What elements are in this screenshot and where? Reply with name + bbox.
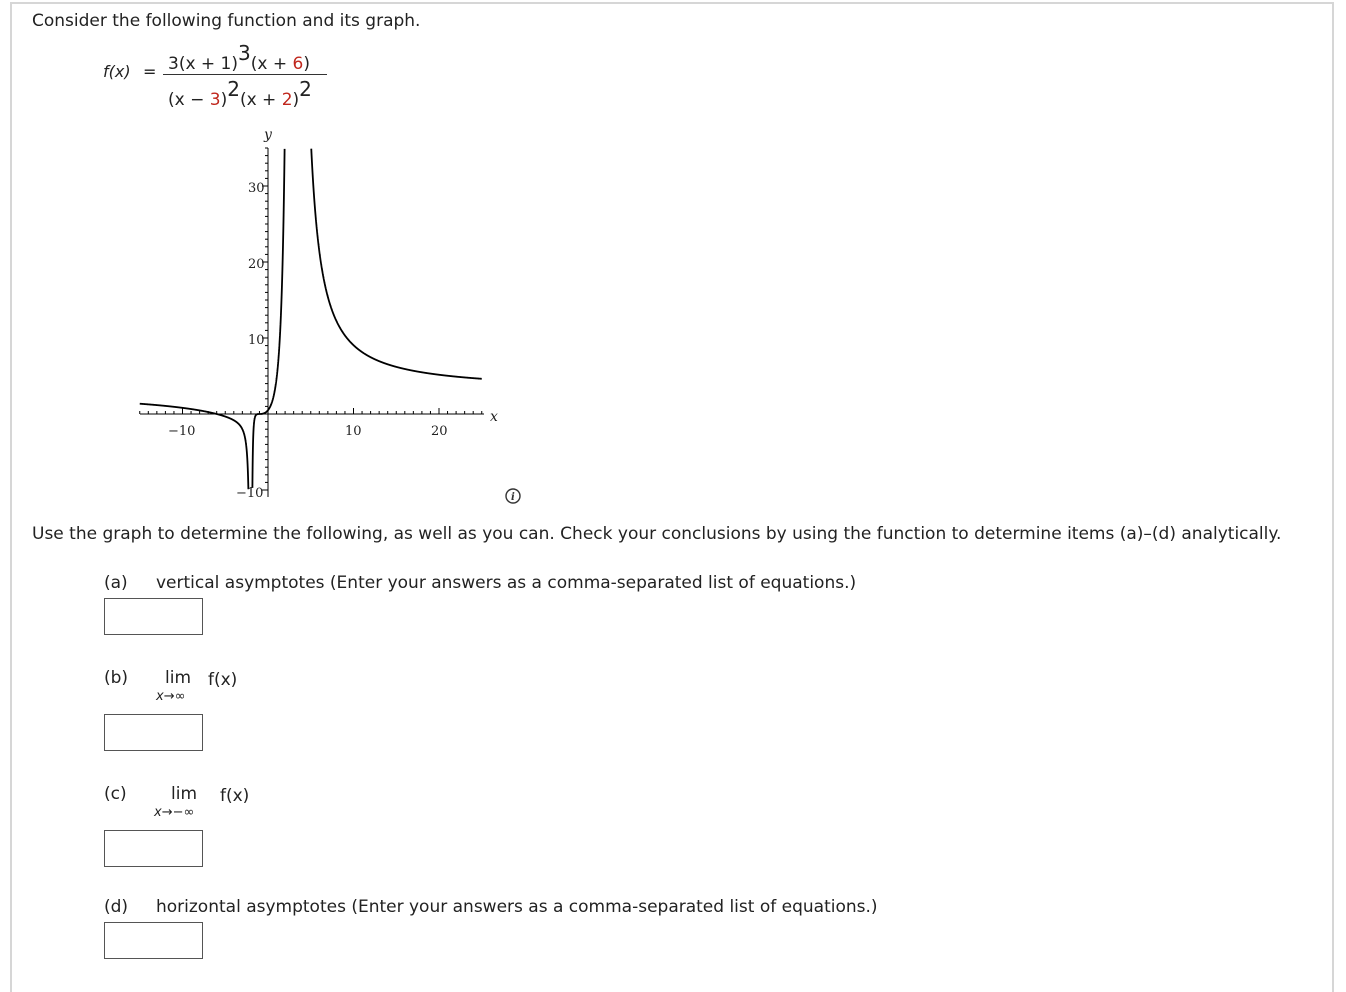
y-tick-label-30: 30	[248, 181, 265, 196]
item-c-label: (c)	[104, 784, 127, 804]
answer-c-input[interactable]	[104, 830, 203, 867]
x-axis-label: x	[490, 409, 498, 425]
intro-text: Consider the following function and its graph.	[32, 11, 421, 31]
item-a-label: (a)	[104, 573, 128, 593]
x-tick-label-10: 10	[345, 424, 362, 439]
graph-axes	[140, 148, 484, 497]
instructions-text: Use the graph to determine the following, as well as you can. Check your conclusions by using the function to determine items (a)–(d) analytically.	[32, 524, 1282, 544]
denominator: (x − 3)2(x + 2)2	[168, 77, 312, 110]
y-axis-label: y	[264, 127, 272, 143]
function-name: f(x)	[103, 62, 131, 81]
item-a-text: vertical asymptotes (Enter your answers as a comma-separated list of equations.)	[156, 573, 857, 593]
item-d-label: (d)	[104, 897, 129, 917]
item-b-function: f(x)	[208, 670, 238, 690]
info-icon[interactable]	[506, 489, 520, 503]
item-c-function: f(x)	[220, 786, 250, 806]
y-tick-label-20: 20	[248, 257, 265, 272]
answer-d-input[interactable]	[104, 922, 203, 959]
answer-b-input[interactable]	[104, 714, 203, 751]
numerator: 3(x + 1)3(x + 6)	[168, 41, 310, 74]
x-tick-label-neg10: −10	[168, 424, 196, 439]
item-b-lim: lim	[165, 668, 192, 688]
curve-right-branch	[311, 149, 481, 379]
equals-sign: =	[143, 62, 157, 81]
svg-text:i: i	[511, 492, 515, 503]
item-b-label: (b)	[104, 668, 129, 688]
y-tick-label-neg10: −10	[236, 486, 264, 501]
answer-a-input[interactable]	[104, 598, 203, 635]
item-c-lim-subscript: x→−∞	[154, 805, 195, 820]
curve-left-branch	[140, 404, 249, 489]
y-tick-label-10: 10	[248, 333, 265, 348]
item-c-lim: lim	[171, 784, 198, 804]
item-b-lim-subscript: x→∞	[156, 689, 186, 704]
x-tick-label-20: 20	[431, 424, 448, 439]
item-d-text: horizontal asymptotes (Enter your answers as a comma-separated list of equations.)	[156, 897, 878, 917]
